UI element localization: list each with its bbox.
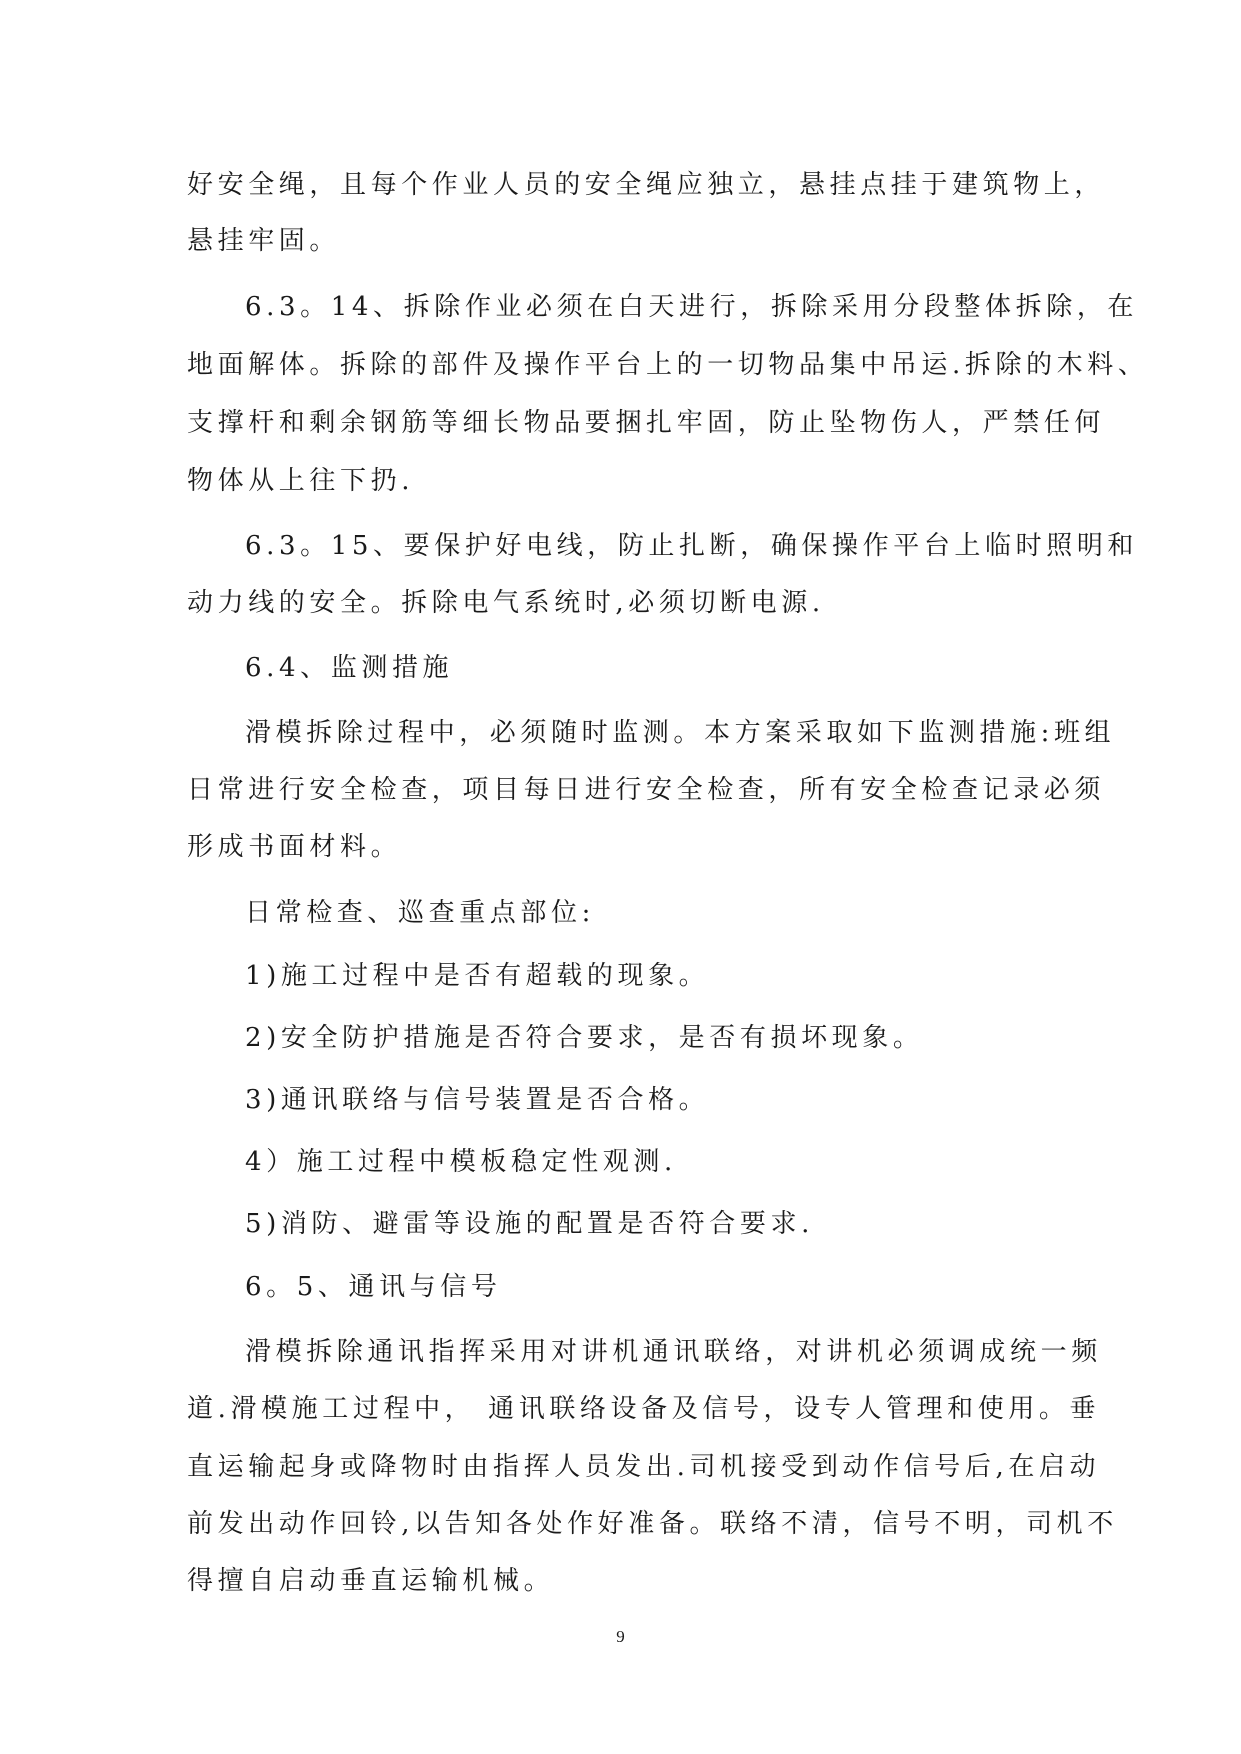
text-line: 6.3。15、要保护好电线，防止扎断，确保操作平台上临时照明和	[245, 531, 1139, 561]
text-line: 滑模拆除过程中，必须随时监测。本方案采取如下监测措施:班组	[245, 718, 1116, 748]
section-heading: 6.4、监测措施	[245, 653, 454, 683]
text-line: 形成书面材料。	[187, 832, 402, 862]
text-line: 地面解体。拆除的部件及操作平台上的一切物品集中吊运.拆除的木料、	[187, 350, 1149, 380]
text-line: 直运输起身或降物时由指挥人员发出.司机接受到动作信号后,在启动	[187, 1452, 1101, 1482]
text-line: 得擅自启动垂直运输机械。	[187, 1566, 555, 1596]
list-item: 1)施工过程中是否有超载的现象。	[245, 961, 710, 991]
text-line: 物体从上往下扔.	[187, 466, 415, 496]
text-line: 道.滑模施工过程中， 通讯联络设备及信号，设专人管理和使用。垂	[187, 1394, 1101, 1424]
text-line: 日常进行安全检查，项目每日进行安全检查，所有安全检查记录必须	[187, 775, 1106, 805]
text-line: 动力线的安全。拆除电气系统时,必须切断电源.	[187, 588, 825, 618]
section-heading: 6。5、通讯与信号	[245, 1272, 502, 1302]
page-number: 9	[616, 1627, 625, 1646]
list-item: 5)消防、避雷等设施的配置是否符合要求.	[245, 1209, 814, 1239]
list-item: 3)通讯联络与信号装置是否合格。	[245, 1085, 710, 1115]
text-line: 好安全绳，且每个作业人员的安全绳应独立，悬挂点挂于建筑物上，	[187, 170, 1106, 200]
text-line: 前发出动作回铃,以告知各处作好准备。联络不清，信号不明，司机不	[187, 1509, 1118, 1539]
list-item: 4）施工过程中模板稳定性观测.	[245, 1147, 677, 1177]
list-item: 2)安全防护措施是否符合要求，是否有损坏现象。	[245, 1023, 924, 1053]
text-line: 悬挂牢固。	[187, 226, 341, 256]
text-line: 日常检查、巡查重点部位:	[245, 898, 595, 928]
text-line: 滑模拆除通讯指挥采用对讲机通讯联络，对讲机必须调成统一频	[245, 1337, 1102, 1367]
text-line: 支撑杆和剩余钢筋等细长物品要捆扎牢固，防止坠物伤人，严禁任何	[187, 408, 1106, 438]
text-line: 6.3。14、拆除作业必须在白天进行，拆除采用分段整体拆除，在	[245, 292, 1139, 322]
